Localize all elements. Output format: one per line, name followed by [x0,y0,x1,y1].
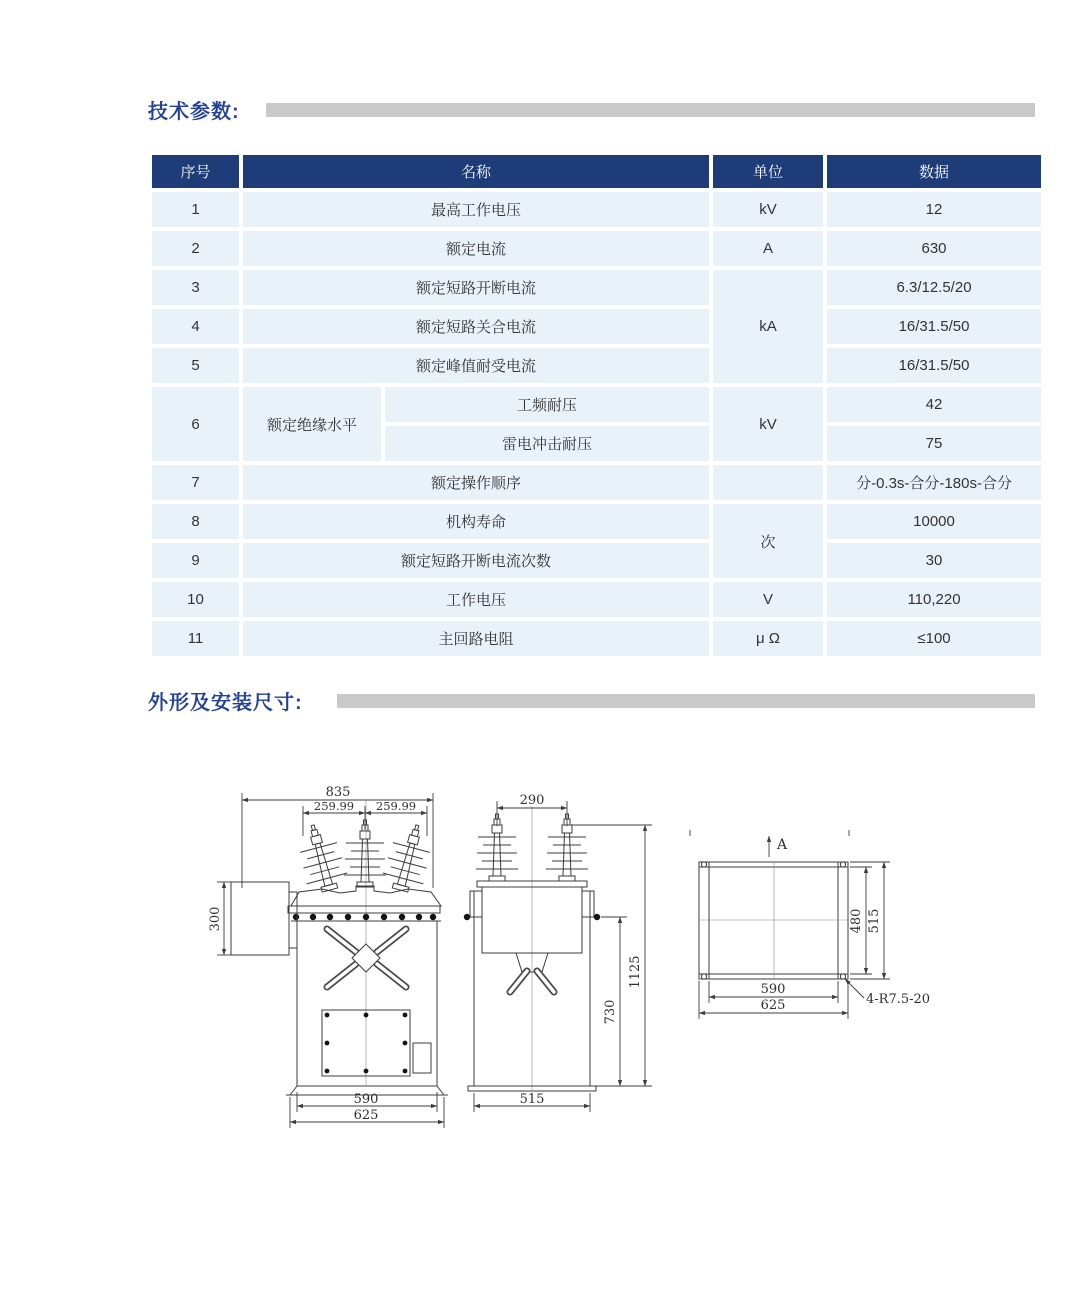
dimensions-title-bar [337,694,1035,708]
table-row [152,270,1041,305]
front-insulator-right [380,820,438,896]
tech-params-table [148,151,1045,660]
front-control-box [231,882,289,955]
table-row [152,309,1041,344]
plan-view-drawing [690,830,930,1019]
front-nameplate [413,1043,431,1073]
header-data: 数据 [827,155,1041,188]
plan-dim-590: 590 [760,982,786,997]
cell-data: ≤100 [827,621,1041,656]
cell-name: 额定短路关合电流 [243,309,709,344]
cell-data: 10000 [827,504,1041,539]
cell-name: 最高工作电压 [243,192,709,227]
side-dim-290: 290 [519,793,545,808]
cell-name: 额定操作顺序 [243,465,709,500]
cell-subname: 工频耐压 [385,387,709,422]
cell-unit-merged-ka: kA [713,270,823,383]
cell-data: 16/31.5/50 [827,309,1041,344]
cell-no: 7 [152,465,239,500]
side-dim-515: 515 [519,1092,545,1107]
table-header-row [152,155,1041,188]
plan-dim-480: 480 [849,908,864,934]
side-dim-730: 730 [603,999,618,1025]
table-row [152,387,1041,422]
cell-name: 额定短路开断电流 [243,270,709,305]
cell-subname: 雷电冲击耐压 [385,426,709,461]
tech-params-title-bar [266,103,1035,117]
table-row [152,465,1041,500]
front-dim-625: 625 [353,1108,379,1123]
cell-unit: A [713,231,823,266]
header-no: 序号 [152,155,239,188]
cell-no: 8 [152,504,239,539]
cell-unit: kV [713,192,823,227]
tech-params-title: 技术参数: [148,101,240,123]
cell-no: 4 [152,309,239,344]
front-view-drawing [208,785,448,1128]
cell-no: 10 [152,582,239,617]
table-row [152,621,1041,656]
cell-unit-empty [713,465,823,500]
cell-data: 30 [827,543,1041,578]
front-insulator-left [292,820,350,896]
cell-no: 1 [152,192,239,227]
front-insulator-middle [344,820,386,887]
plan-mounting-holes [701,862,845,979]
cell-data: 42 [827,387,1041,422]
cell-name: 工作电压 [243,582,709,617]
cell-no: 11 [152,621,239,656]
front-dim-835: 835 [325,785,351,800]
front-bolt-row [293,914,436,920]
table-row [152,504,1041,539]
plan-base-frame [699,862,848,979]
header-name: 名称 [243,155,709,188]
cell-data: 16/31.5/50 [827,348,1041,383]
cell-no: 5 [152,348,239,383]
cell-data: 分-0.3s-合分-180s-合分 [827,465,1041,500]
cell-data: 630 [827,231,1041,266]
table-row [152,582,1041,617]
cell-data: 110,220 [827,582,1041,617]
dimensions-title: 外形及安装尺寸: [148,692,303,714]
header-unit: 单位 [713,155,823,188]
front-dim-300: 300 [208,906,223,932]
cell-name: 机构寿命 [243,504,709,539]
plan-direction-label: A [777,837,788,853]
front-dim-259b: 259.99 [375,799,417,813]
table-row [152,543,1041,578]
cell-unit: V [713,582,823,617]
plan-hole-callout: 4-R7.5-20 [866,992,931,1007]
dimension-drawings [180,775,1000,1135]
plan-dim-625: 625 [760,998,786,1013]
plan-dim-515: 515 [867,908,882,934]
front-dim-590: 590 [353,1092,379,1107]
table-row [152,192,1041,227]
cell-no: 3 [152,270,239,305]
cell-no: 2 [152,231,239,266]
side-dim-1125: 1125 [628,955,643,989]
side-view-drawing [464,793,652,1112]
cell-no: 9 [152,543,239,578]
cell-group-insulation: 额定绝缘水平 [243,387,381,461]
front-dim-259a: 259.99 [313,799,355,813]
cell-name: 额定峰值耐受电流 [243,348,709,383]
cell-no: 6 [152,387,239,461]
cell-unit: μ Ω [713,621,823,656]
cell-name: 主回路电阻 [243,621,709,656]
front-x-bracket [327,929,406,987]
table-row [152,231,1041,266]
table-row [152,348,1041,383]
cell-data: 75 [827,426,1041,461]
cell-name: 额定电流 [243,231,709,266]
cell-unit-merged-ci: 次 [713,504,823,578]
cell-name: 额定短路开断电流次数 [243,543,709,578]
cell-data: 6.3/12.5/20 [827,270,1041,305]
cell-data: 12 [827,192,1041,227]
cell-unit-merged-kv: kV [713,387,823,461]
